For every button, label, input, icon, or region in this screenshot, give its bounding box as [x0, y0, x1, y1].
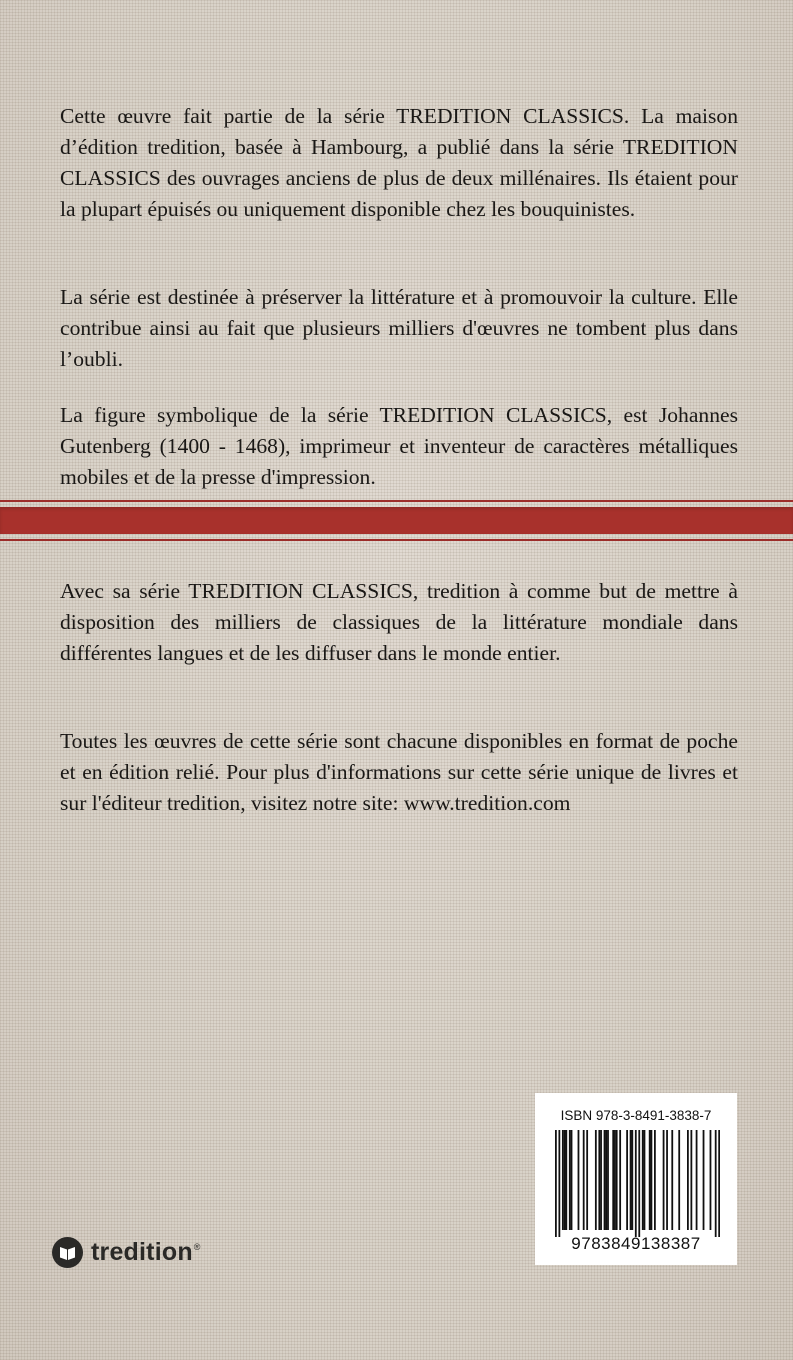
barcode-bar	[715, 1130, 717, 1237]
barcode-bar	[696, 1130, 698, 1230]
barcode-bar	[666, 1130, 668, 1230]
barcode-bar	[630, 1130, 632, 1230]
barcode-bar	[598, 1130, 600, 1230]
divider-line-top	[0, 500, 793, 502]
paragraph-mission: Avec sa série TREDITION CLASSICS, tredition à comme but de mettre à disposition des milliers de classiques de la littérature mondiale dans différentes langues et de les diffuser dans le monde entier.	[60, 579, 738, 665]
barcode-bar	[614, 1130, 616, 1230]
barcode-number: 9783849138387	[571, 1234, 701, 1253]
barcode-bar	[710, 1130, 712, 1230]
isbn-label: ISBN 978-3-8491-3838-7	[560, 1108, 712, 1123]
barcode-bar	[564, 1130, 566, 1230]
barcode-bar	[612, 1130, 614, 1230]
barcode-bar	[562, 1130, 564, 1230]
barcode-bar	[644, 1130, 646, 1230]
publisher-name: tredition	[91, 1237, 193, 1266]
barcode-bar	[595, 1130, 597, 1230]
barcode-bar	[569, 1130, 571, 1230]
barcode-bar	[703, 1130, 705, 1230]
barcode-bar	[626, 1130, 628, 1230]
registered-mark: ®	[193, 1242, 201, 1252]
publisher-logo	[52, 1235, 200, 1269]
barcode-bar	[631, 1130, 633, 1230]
barcode-bar	[687, 1130, 689, 1230]
barcode-bar	[558, 1130, 560, 1237]
divider-line-bottom	[0, 539, 793, 541]
barcode-bar	[654, 1130, 656, 1230]
barcode-bar	[586, 1130, 588, 1230]
barcode-bar	[671, 1130, 673, 1230]
barcode-bar	[607, 1130, 609, 1230]
barcode-bar	[583, 1130, 585, 1230]
paragraph-formats-website: Toutes les œuvres de cette série sont chacune disponibles en format de poche et en édition relié. Pour plus d'informations sur cette série unique de livres et sur l'éditeur tredition, visitez notre site: www.tredition.com	[60, 729, 738, 815]
barcode-bar	[678, 1130, 680, 1230]
isbn-barcode-box	[535, 1093, 737, 1265]
barcode-bar	[649, 1130, 651, 1230]
barcode-bar	[578, 1130, 580, 1230]
barcode-bar	[642, 1130, 644, 1230]
barcode-bar	[619, 1130, 621, 1230]
barcode-bar	[690, 1130, 692, 1230]
barcode-image	[555, 1130, 720, 1237]
barcode-bar	[565, 1130, 567, 1230]
paragraph-gutenberg: La figure symbolique de la série TREDITION CLASSICS, est Johannes Gutenberg (1400 - 1468), imprimeur et inventeur de caractères métalliques mobiles et de la presse d'impression.	[60, 403, 738, 489]
barcode-bar	[663, 1130, 665, 1230]
paragraph-series-intro: Cette œuvre fait partie de la série TREDITION CLASSICS. La maison d’édition tredition, basée à Hambourg, a publié dans la série TREDITION CLASSICS des ouvrages anciens de plus de deux millénaires. Ils étaient pour la plupart épuisés ou uniquement disponible chez les bouquinistes.	[60, 104, 738, 221]
book-circle-icon	[52, 1237, 83, 1268]
paragraph-preservation: La série est destinée à préserver la littérature et à promouvoir la culture. Elle contribue ainsi au fait que plusieurs milliers d'œuvres ne tombent plus dans l’oubli.	[60, 285, 738, 371]
barcode-bar	[571, 1130, 573, 1230]
barcode-bar	[600, 1130, 602, 1230]
barcode-bar	[638, 1130, 640, 1237]
barcode-bar	[635, 1130, 637, 1237]
barcode-bar	[718, 1130, 720, 1237]
red-divider-band	[0, 507, 793, 534]
barcode-bar	[555, 1130, 557, 1237]
barcode-bar	[616, 1130, 618, 1230]
barcode-bar	[605, 1130, 607, 1230]
barcode-bar	[651, 1130, 653, 1230]
barcode-bar	[604, 1130, 606, 1230]
